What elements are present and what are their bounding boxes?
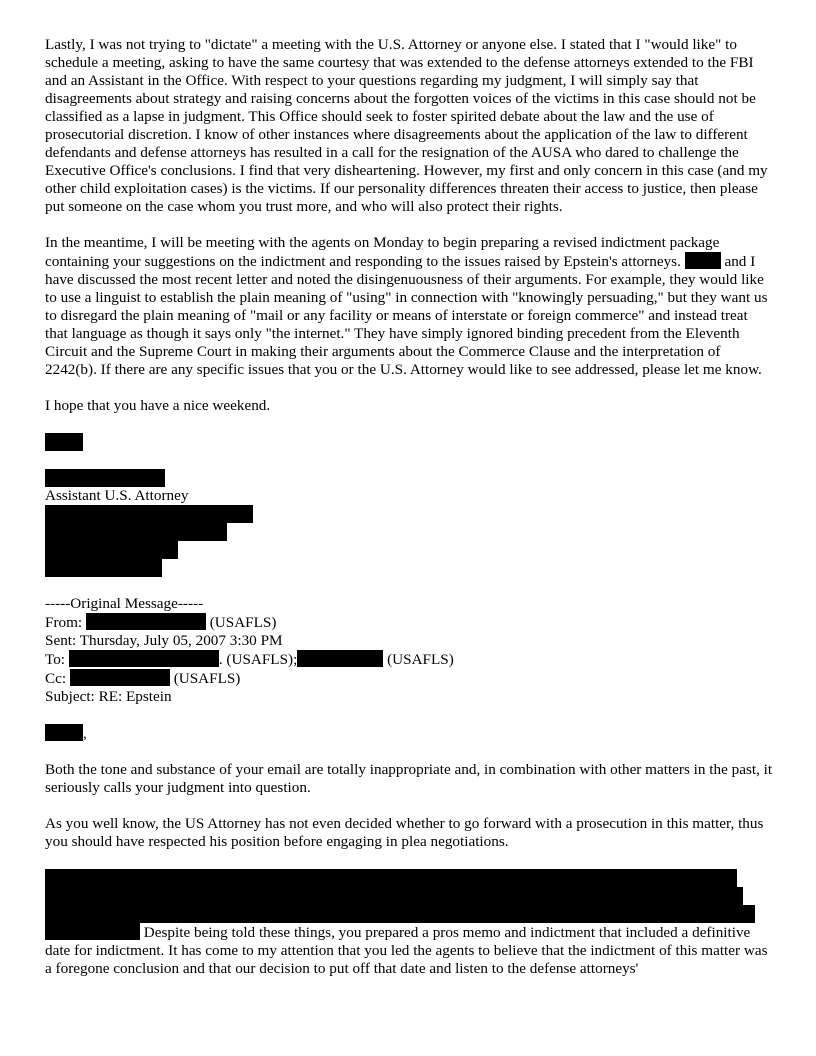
redaction-block	[45, 433, 83, 451]
redaction-block	[45, 559, 162, 577]
redaction-block	[45, 523, 227, 541]
email-sent-line: Sent: Thursday, July 05, 2007 3:30 PM	[45, 632, 283, 649]
redaction-block	[86, 613, 206, 630]
paragraph-revised-indictment-part1: In the meantime, I will be meeting with the agents on Monday to begin preparing a revised indictment package containing your suggestions on the indictment and responding to the issues raised by Epstein's attorneys.	[45, 234, 720, 270]
redaction-block	[685, 252, 721, 269]
paragraph-dictate-meeting: Lastly, I was not trying to "dictate" a meeting with the U.S. Attorney or anyone else. I stated that I "would like" to schedule a meeting, asking to have the same courtesy that was extended to the defense attorneys extended to the FBI and an Assistant in the Office. With respect to your questions regarding my judgment, I will simply say that disagreements about strategy and raising concerns about the forgotten voices of the victims in this case should not be classified as a lapse in judgment. This Office should seek to foster spirited debate about the law and the use of prosecutorial discretion. I know of other instances where disagreements about the application of the law to different defendants and defense attorneys has resulted in a call for the resignation of the AUSA who dared to challenge the Executive Office's conclusions. I find that very disheartening. However, my first and only concern in this case (and my other child exploitation cases) is the victims. If our personality differences threaten their access to justice, then please put someone on the case whom you trust more, and who will also protect their rights.	[45, 36, 768, 215]
from-label: From:	[45, 614, 83, 631]
redaction-block	[297, 650, 383, 667]
email-to-line	[45, 650, 773, 669]
salutation-comma: ,	[83, 725, 87, 742]
to-label: To:	[45, 651, 66, 668]
cc-suffix: (USAFLS)	[173, 670, 241, 687]
original-message-divider: -----Original Message-----	[45, 595, 204, 612]
paragraph-pros-memo	[45, 923, 773, 978]
redaction-block	[69, 650, 219, 667]
paragraph-revised-indictment	[45, 234, 773, 379]
signature-title: Assistant U.S. Attorney	[45, 487, 189, 504]
email-subject-line: Subject: RE: Epstein	[45, 688, 172, 705]
redaction-block	[45, 905, 755, 923]
redaction-block	[45, 887, 743, 905]
email-cc-line	[45, 669, 773, 688]
redaction-block	[70, 669, 170, 686]
redaction-block	[45, 869, 737, 887]
paragraph-tone-substance: Both the tone and substance of your email are totally inappropriate and, in combination with other matters in the past, it seriously calls your judgment into question.	[45, 761, 773, 796]
redaction-block	[45, 724, 83, 741]
email-salutation	[45, 724, 773, 743]
paragraph-nice-weekend: I hope that you have a nice weekend.	[45, 397, 271, 414]
from-suffix: (USAFLS)	[209, 614, 277, 631]
paragraph-revised-indictment-part2: and I have discussed the most recent letter and noted the disingenuousness of their arguments. For example, they would like to use a linguist to establish the plain meaning of "using" in connection with "knowingly persuading," but they want us to disregard the plain meaning of "mail or any facility or means of interstate or foreign commerce" and instead treat that language as though it says only "the internet." They have simply ignored binding precedent from the Eleventh Circuit and the Supreme Court in making their arguments about the Commerce Clause and the interpretation of 2242(b). If there are any specific issues that you or the U.S. Attorney would like to see addressed, please let me know.	[45, 253, 768, 378]
paragraph-pros-memo-text: Despite being told these things, you prepared a pros memo and indictment that included a definitive date for indictment. It has come to my attention that you led the agents to believe that the indictment of this matter was a foregone conclusion and that our decision to put off that date and listen to the defense attorneys'	[45, 924, 768, 977]
paragraph-us-attorney-decision: As you well know, the US Attorney has not even decided whether to go forward with a prosecution in this matter, thus you should have respected his position before engaging in plea negotiations.	[45, 815, 764, 850]
to-suffix: (USAFLS)	[387, 651, 454, 668]
document-page	[45, 36, 773, 978]
to-mid: . (USAFLS);	[218, 651, 298, 668]
redaction-block	[45, 541, 178, 559]
redaction-block	[45, 505, 253, 523]
redaction-block	[45, 923, 140, 940]
email-from-line	[45, 613, 773, 632]
redaction-block	[45, 469, 165, 487]
cc-label: Cc:	[45, 670, 67, 687]
